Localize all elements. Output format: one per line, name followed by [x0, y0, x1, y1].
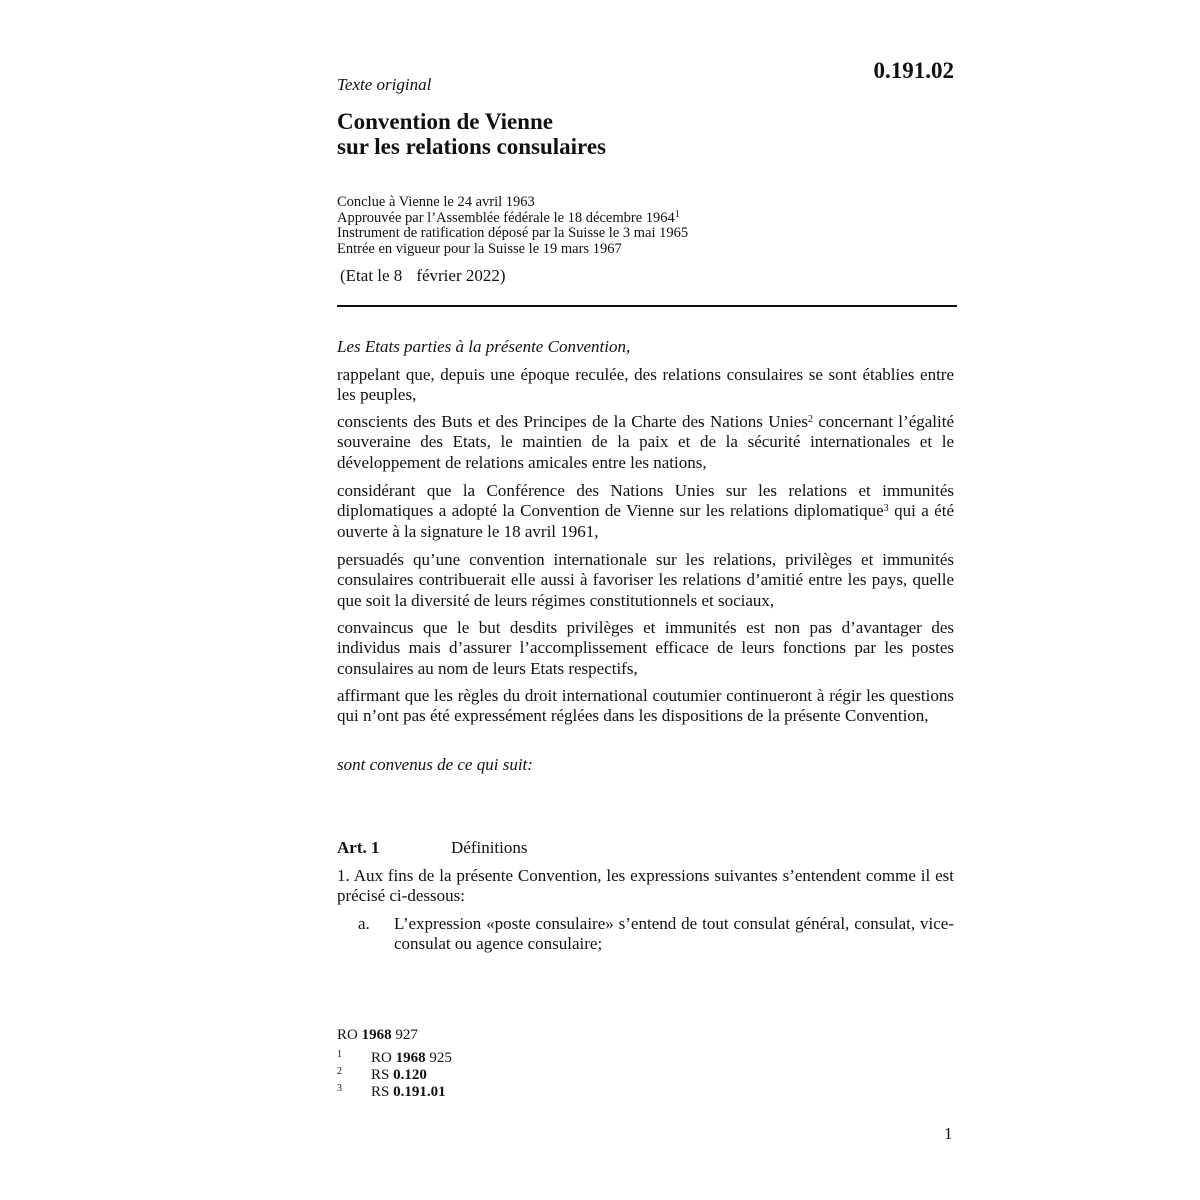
preamble-paragraph: considérant que la Conférence des Nations Unies sur les relations et immunités diplomatiques a adopté la Convention de Vienne sur les relations diplomatique$^3$ qui a été ouverte à la signature le 18 avril 1961, — [337, 481, 954, 541]
meta-entree: Entrée en vigueur pour la Suisse le 19 mars 1967 — [337, 240, 622, 257]
etat-date: (Etat le 8 février 2022) — [340, 266, 506, 285]
article-paragraph: 1. Aux fins de la présente Convention, les expressions suivantes s’entendent comme il est précisé ci-dessous: — [337, 866, 954, 906]
preamble-intro: Les Etats parties à la présente Convention, — [337, 337, 631, 356]
title-line-1: Convention de Vienne — [337, 109, 553, 134]
list-item — [358, 914, 954, 955]
footnote: 1 RO 1968 925 — [337, 1049, 452, 1066]
ro-reference: RO 1968 927 — [337, 1027, 418, 1043]
article-title: Définitions — [451, 838, 528, 857]
footnote: 3 RS 0.191.01 — [337, 1083, 446, 1100]
list-item-letter: a. — [358, 914, 370, 933]
article-heading — [337, 838, 528, 858]
metadata-block — [337, 195, 688, 257]
footnote-ref-1: 1 — [674, 208, 680, 220]
preamble-paragraph: convaincus que le but desdits privilèges et immunités est non pas d’avantager des individus mais d’assurer l’accomplissement efficace de leurs fonctions par les postes consulaires au nom de leurs Etats respectifs, — [337, 618, 954, 678]
preamble-paragraph: persuadés qu’une convention internationale sur les relations, privilèges et immunités consulaires contribuerait elle aussi à favoriser les relations d’amitié entre les pays, quelle que soit la diversité de leurs régimes constitutionnels et sociaux, — [337, 550, 954, 610]
preamble-closing: sont convenus de ce qui suit: — [337, 755, 533, 774]
list-item-text: L’expression «poste consulaire» s’entend de tout consulat général, consulat, vice-consulat ou agence consulaire; — [394, 914, 954, 954]
preamble-paragraph: affirmant que les règles du droit international coutumier continueront à régir les questions qui n’ont pas été expressément réglées dans les dispositions de la présente Convention, — [337, 686, 954, 726]
preamble-paragraph: rappelant que, depuis une époque reculée, des relations consulaires se sont établies entre les peuples, — [337, 365, 954, 405]
document-title — [337, 109, 606, 159]
page-number: 1 — [944, 1124, 953, 1143]
title-line-2: sur les relations consulaires — [337, 134, 606, 159]
preamble-paragraph: conscients des Buts et des Principes de la Charte des Nations Unies$^2$ concernant l’égalité souveraine des Etats, le maintien de la paix et de la sécurité internationales et le développement de relations amicales entre les nations, — [337, 412, 955, 472]
texte-original-label: Texte original — [337, 75, 432, 94]
article-number: Art. 1 — [337, 838, 380, 857]
meta-instrument: Instrument de ratification déposé par la Suisse le 3 mai 1965 — [337, 225, 689, 241]
meta-conclue: Conclue à Vienne le 24 avril 1963 — [337, 194, 535, 210]
sr-number: 0.191.02 — [873, 58, 954, 83]
footnote-ref-3: 3 — [883, 503, 889, 515]
horizontal-rule — [337, 305, 957, 307]
footnote-ref-2: 2 — [807, 414, 813, 425]
meta-approuvee: Approuvée par l’Assemblée fédérale le 18 décembre 1964$^1$ — [337, 208, 680, 226]
footnote: 2 RS 0.120 — [337, 1066, 427, 1083]
